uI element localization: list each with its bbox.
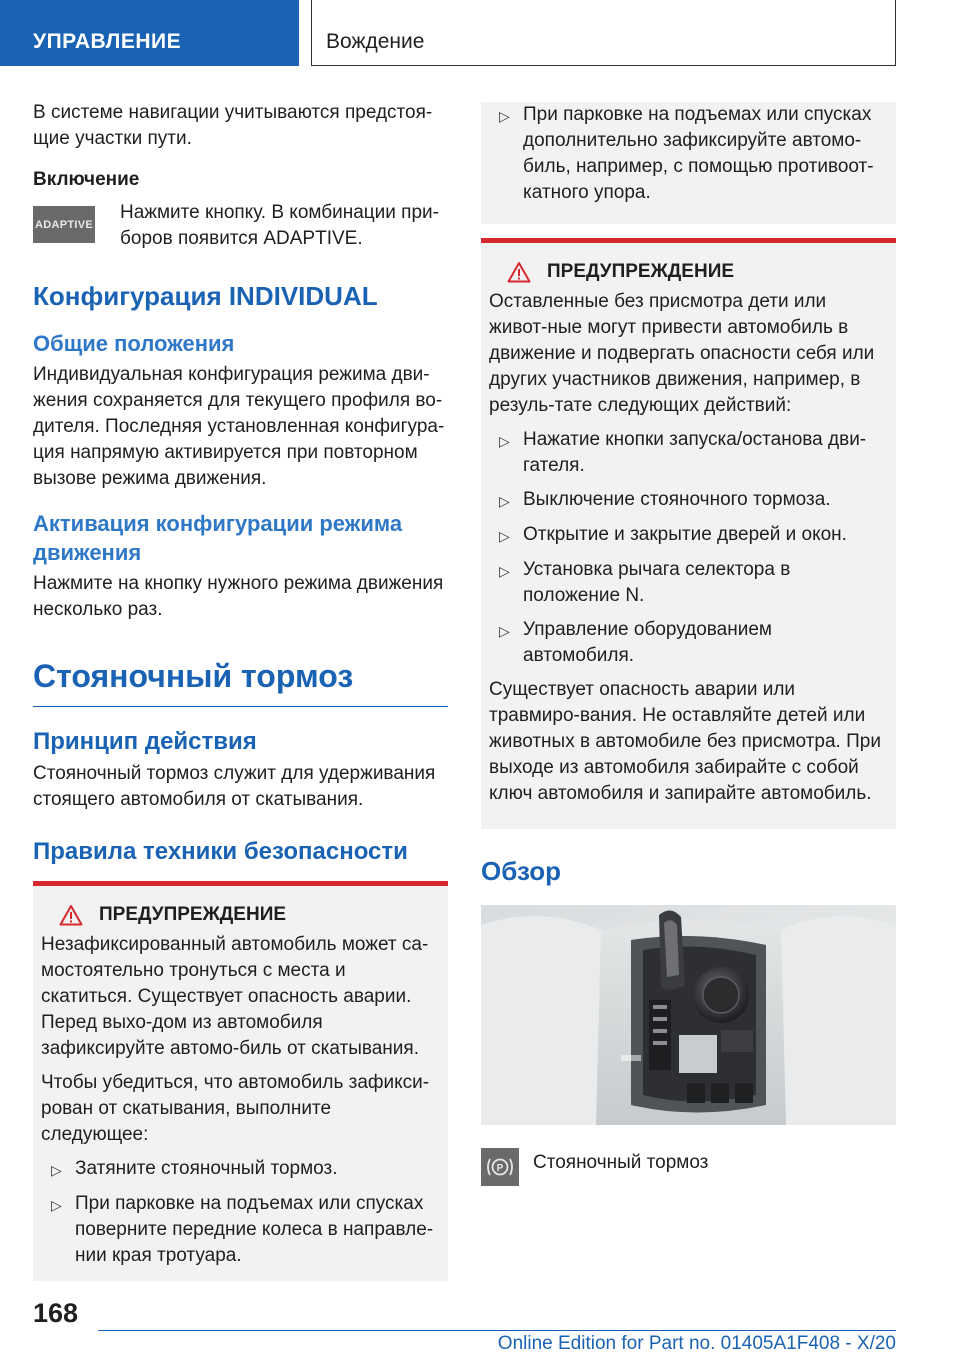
left-column (33, 100, 448, 1281)
parking-brake-heading: Стояночный тормоз (33, 656, 448, 707)
warning-title-text: ПРЕДУПРЕЖДЕНИЕ (547, 261, 735, 282)
warning-continuation (481, 102, 896, 224)
warning-title (489, 261, 888, 283)
safety-heading: Правила техники безопасности (33, 837, 448, 886)
svg-text:P: P (496, 1163, 504, 1174)
list-item (489, 617, 888, 669)
triangle-right-icon: ▷ (499, 493, 510, 509)
list-item (489, 557, 888, 609)
warning-title (41, 904, 440, 926)
caption-text: Стояночный тормоз (533, 1152, 709, 1173)
general-heading: Общие положения (33, 331, 235, 356)
console-photo (481, 905, 896, 1125)
footer-edition: Online Edition for Part no. 01405A1F408 - X/20 (497, 1333, 896, 1354)
warning-box (33, 886, 448, 1281)
triangle-right-icon: ▷ (499, 623, 510, 639)
enable-text: Нажмите кнопку. В комбинации при-боров появится ADAPTIVE. (120, 202, 439, 249)
triangle-right-icon: ▷ (499, 563, 510, 579)
activation-heading: Активация конфигурации режима движения (33, 511, 403, 565)
warning-p2: Существует опасность аварии или травмиро-вания. Не оставляйте детей или животных в автомобиле без присмотра. При выходе из автомобиля забирайте с собой ключ автомобиля и запирайте автомобиль. (489, 679, 881, 804)
warning-p1: Незафиксированный автомобиль может са-мостоятельно тронуться с места и скатиться. Существует опасность аварии. Перед выхо-дом из автомобиля зафиксируйте автомо-биль от скатывания. (41, 934, 429, 1059)
warning-title-text: ПРЕДУПРЕЖДЕНИЕ (99, 904, 287, 925)
footer-divider (98, 1330, 896, 1331)
triangle-right-icon: ▷ (499, 108, 510, 124)
warning-triangle-icon (59, 904, 83, 926)
enable-heading: Включение (33, 169, 140, 190)
warning-p2: Чтобы убедиться, что автомобиль зафикси-рован от скатывания, выполните следующее: (41, 1072, 430, 1145)
triangle-right-icon: ▷ (499, 528, 510, 544)
triangle-right-icon: ▷ (51, 1162, 62, 1178)
right-column (481, 102, 896, 1186)
warning-p1: Оставленные без присмотра дети или живот-ные могут привести автомобиль в движение и подвергать опасности себя или других участников движения, например, в резуль-тате следующих действий: (489, 291, 875, 416)
list-item (489, 102, 888, 206)
list-item-text: Управление оборудованием автомобиля. (523, 619, 772, 666)
page-number: 168 (33, 1298, 79, 1328)
principle-text: Стояночный тормоз служит для удерживания стоящего автомобиля от скатывания. (33, 763, 436, 810)
caption-row (481, 1148, 896, 1186)
general-text: Индивидуальная конфигурация режима дви-жения сохраняется для текущего профиля во-дителя. Последняя установленная конфигура-ция напрямую активируется при повторном вызове режима движения. (33, 364, 445, 489)
intro-text: В системе навигации учитываются предстоя-щие участки пути. (33, 102, 433, 149)
list-item-text: При парковке на подъемах или спусках поверните передние колеса в направле-нии края тротуара. (75, 1193, 434, 1266)
parking-brake-icon (481, 1148, 519, 1186)
triangle-right-icon: ▷ (499, 433, 510, 449)
overview-heading: Обзор (481, 856, 561, 886)
enable-row (33, 200, 448, 252)
list-item (489, 487, 888, 514)
list-item-text: Установка рычага селектора в положение N. (523, 559, 791, 606)
activation-text: Нажмите на кнопку нужного режима движения несколько раз. (33, 573, 444, 620)
list-item-text: Открытие и закрытие дверей и окон. (523, 524, 847, 545)
principle-heading: Принцип действия (33, 728, 257, 755)
list-item (41, 1156, 440, 1183)
list-item (41, 1191, 440, 1269)
adaptive-button-icon: ADAPTIVE (33, 206, 95, 243)
list-item-text: Нажатие кнопки запуска/останова дви-гателя. (523, 429, 867, 476)
warning-box (481, 238, 896, 829)
list-item-text: Затяните стояночный тормоз. (75, 1158, 338, 1179)
list-item-text: Выключение стояночного тормоза. (523, 489, 831, 510)
list-item-text: При парковке на подъемах или спусках дополнительно зафиксируйте автомо-биль, например, с помощью противоот-катного упора. (523, 104, 874, 203)
header-section-tab: УПРАВЛЕНИЕ (0, 0, 299, 66)
list-item (489, 522, 888, 549)
triangle-right-icon: ▷ (51, 1197, 62, 1213)
header-chapter: Вождение (311, 0, 896, 66)
individual-heading: Конфигурация INDIVIDUAL (33, 281, 378, 311)
warning-triangle-icon (507, 261, 531, 283)
list-item (489, 427, 888, 479)
